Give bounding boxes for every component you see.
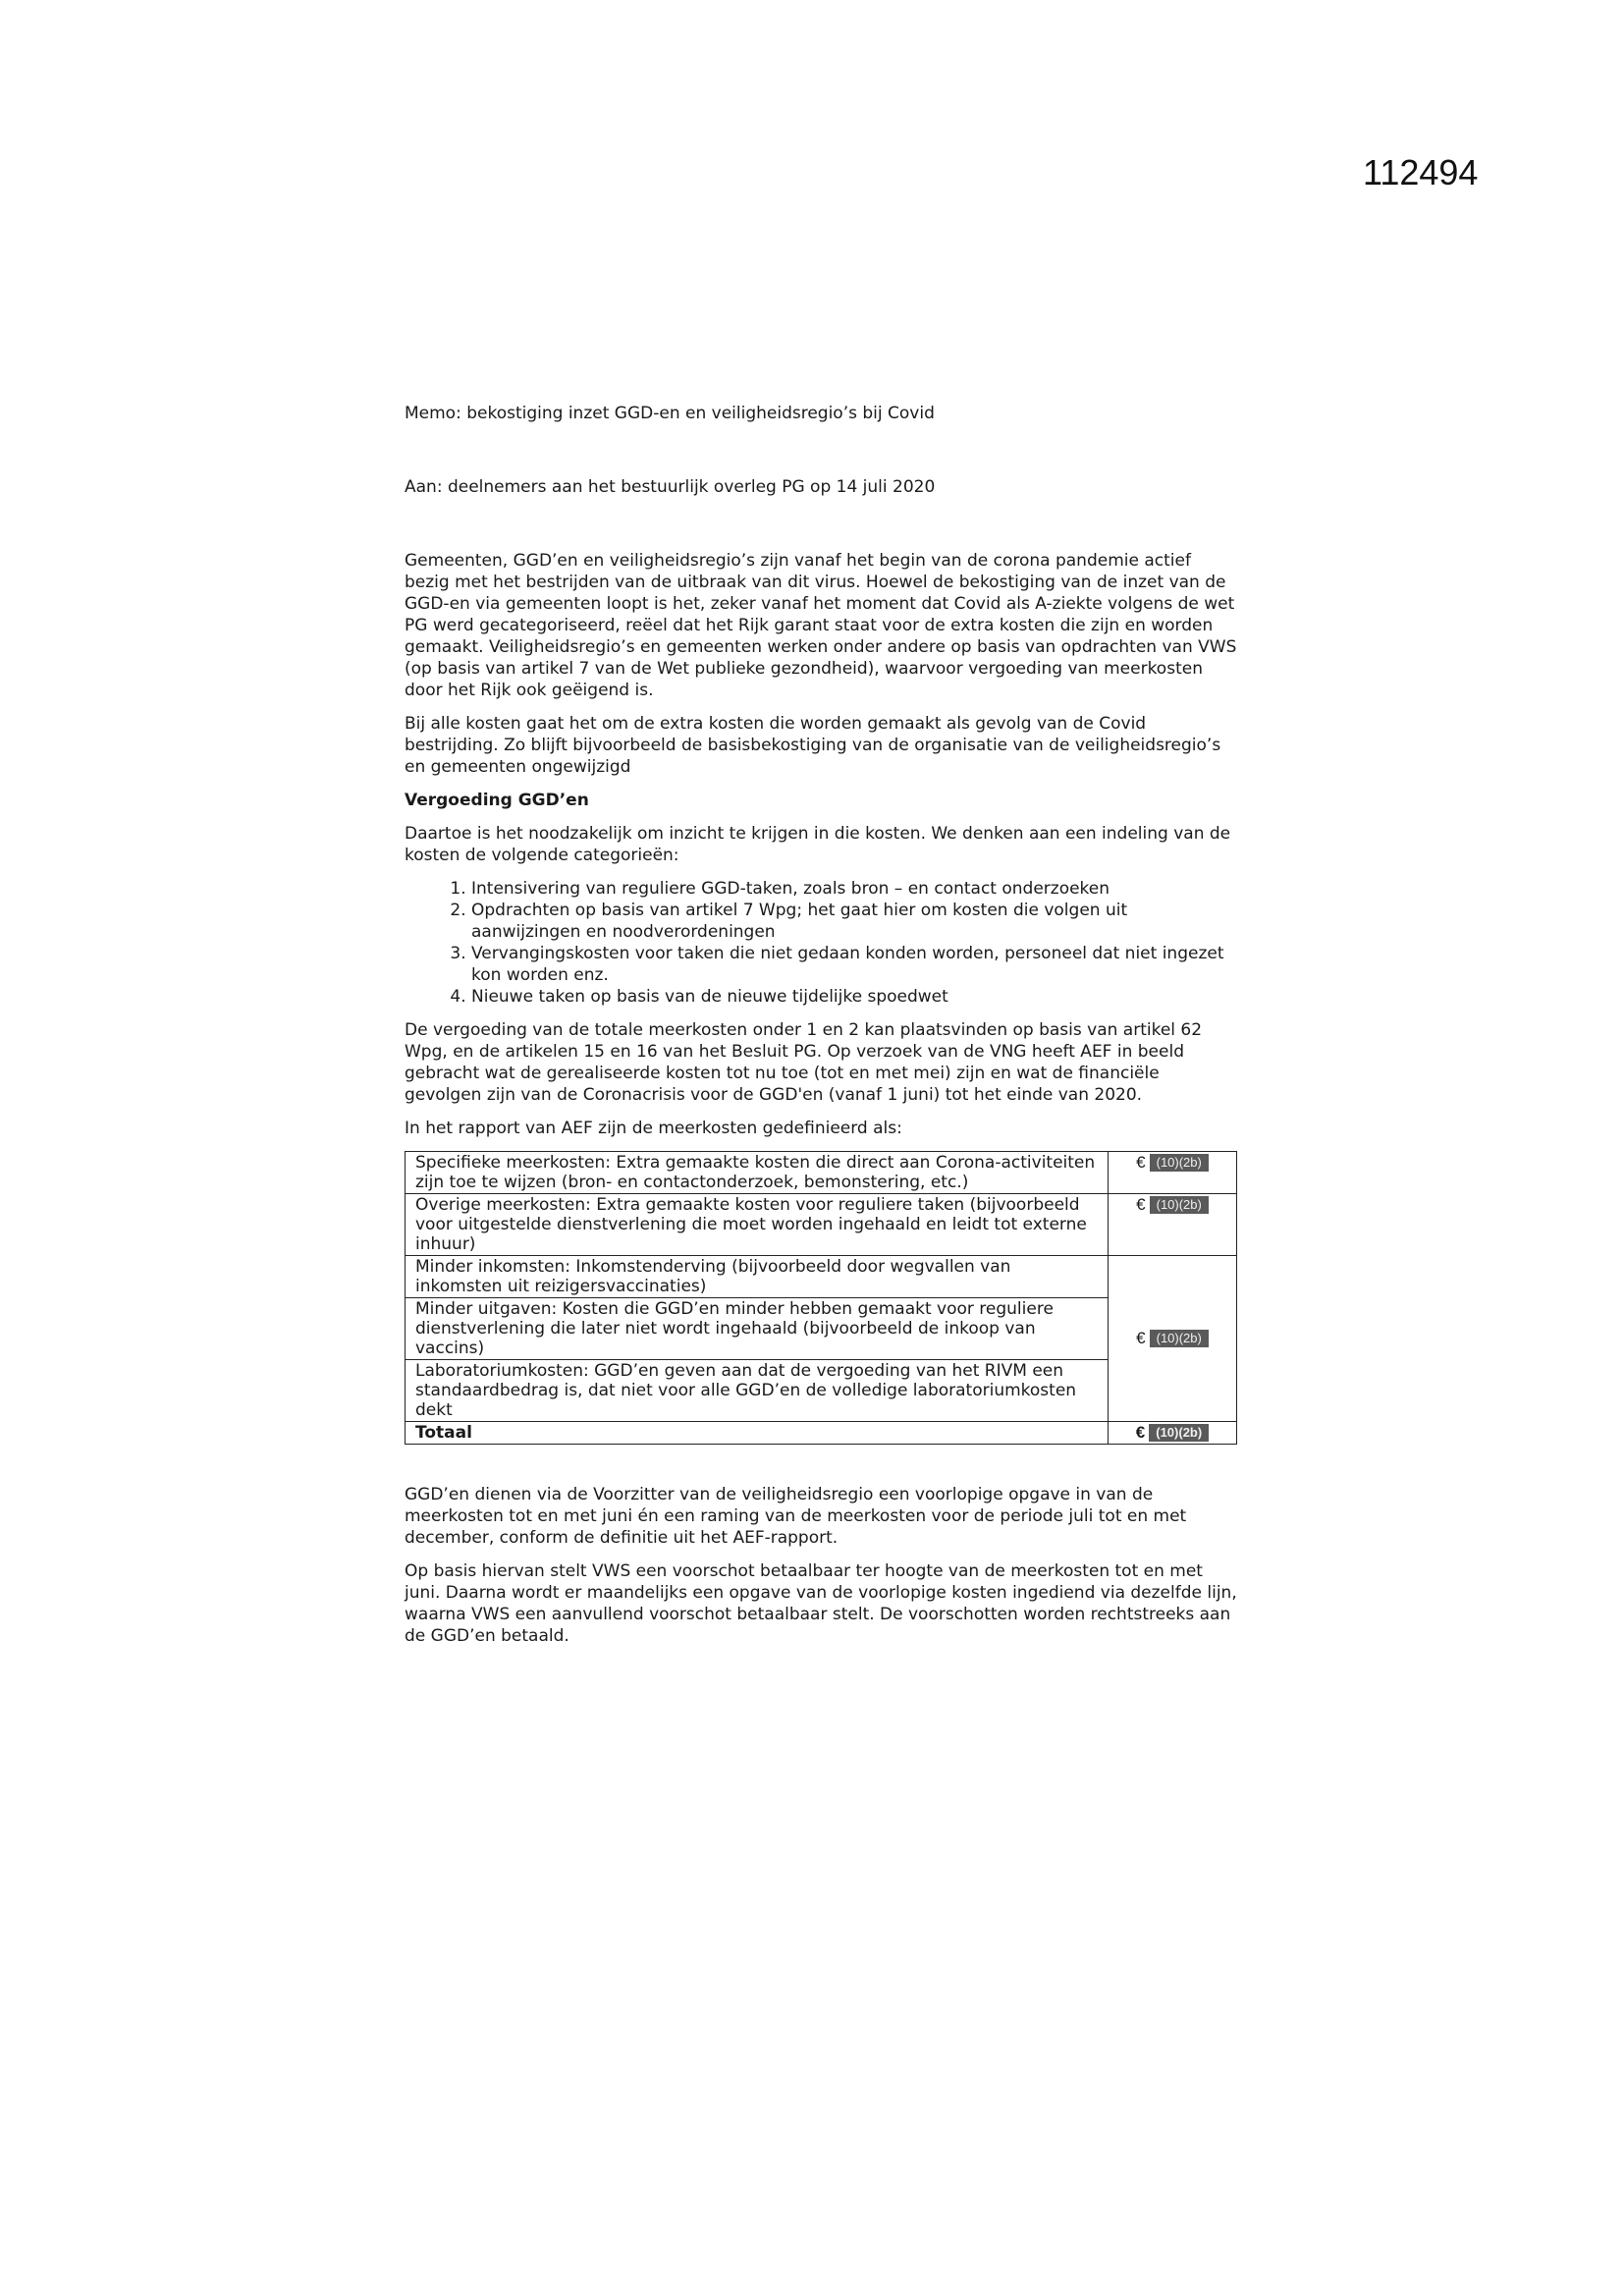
table-cell-definition: Minder inkomsten: Inkomstenderving (bijvoorbeeld door wegvallen van inkomsten uit reizigersvaccinaties) — [406, 1256, 1109, 1298]
category-item: 4. Nieuwe taken op basis van de nieuwe tijdelijke spoedwet — [471, 986, 1237, 1008]
category-item: 3. Vervangingskosten voor taken die niet gedaan konden worden, personeel dat niet ingezet kon worden enz. — [471, 943, 1237, 986]
table-total-amount — [1109, 1422, 1237, 1445]
section-heading: Vergoeding GGD’en — [405, 791, 589, 810]
table-row — [406, 1152, 1237, 1194]
table-cell-definition: Overige meerkosten: Extra gemaakte kosten voor reguliere taken (bijvoorbeeld voor uitgestelde dienstverlening die moet worden ingehaald en leidt tot externe inhuur) — [406, 1194, 1109, 1256]
redaction-mark: (10)(2b) — [1149, 1424, 1209, 1442]
closing-paragraph-1: GGD’en dienen via de Voorzitter van de veiligheidsregio een voorlopige opgave in van de meerkosten tot en met juni én een raming van de meerkosten voor de periode juli tot en met december, conform de definitie uit het AEF-rapport. — [405, 1485, 1187, 1548]
category-item: 2. Opdrachten op basis van artikel 7 Wpg; het gaat hier om kosten die volgen uit aanwijzingen en noodverordeningen — [471, 900, 1237, 943]
table-total-row — [406, 1422, 1237, 1445]
report-paragraph: In het rapport van AEF zijn de meerkosten gedefinieerd als: — [405, 1119, 902, 1138]
table-cell-definition: Minder uitgaven: Kosten die GGD’en minder hebben gemaakt voor reguliere dienstverlening die later niet wordt ingehaald (bijvoorbeeld de inkoop van vaccins) — [406, 1298, 1109, 1360]
currency-symbol: € — [1136, 1329, 1146, 1347]
table-cell-definition: Specifieke meerkosten: Extra gemaakte kosten die direct aan Corona-activiteiten zijn toe te wijzen (bron- en contactonderzoek, bemonstering, etc.) — [406, 1152, 1109, 1194]
cost-definition-table — [405, 1151, 1237, 1445]
category-list — [405, 878, 1237, 1008]
table-cell-definition: Laboratoriumkosten: GGD’en geven aan dat de vergoeding van het RIVM een standaardbedrag is, dat niet voor alle GGD’en de volledige laboratoriumkosten dekt — [406, 1360, 1109, 1422]
category-item: 1. Intensivering van reguliere GGD-taken, zoals bron – en contact onderzoeken — [471, 878, 1237, 900]
memo-body — [405, 403, 1237, 1659]
table-cell-amount — [1109, 1256, 1237, 1422]
table-cell-amount — [1109, 1152, 1237, 1194]
memo-title: Memo: bekostiging inzet GGD-en en veiligheidsregio’s bij Covid — [405, 404, 935, 423]
currency-symbol: € — [1135, 1423, 1146, 1442]
currency-symbol: € — [1136, 1153, 1146, 1172]
document-number: 112494 — [1363, 152, 1479, 192]
memo-recipients: Aan: deelnemers aan het bestuurlijk overleg PG op 14 juli 2020 — [405, 477, 936, 497]
table-row — [406, 1256, 1237, 1298]
compensation-paragraph: De vergoeding van de totale meerkosten onder 1 en 2 kan plaatsvinden op basis van artikel 62 Wpg, en de artikelen 15 en 16 van het Besluit PG. Op verzoek van de VNG heeft AEF in beeld gebracht wat de gerealiseerde kosten tot nu toe (tot en met mei) zijn en wat de financiële gevolgen zijn van de Coronacrisis voor de GGD'en (vanaf 1 juni) tot het einde van 2020. — [405, 1020, 1203, 1105]
table-total-label: Totaal — [406, 1422, 1109, 1445]
intro-paragraph-1: Gemeenten, GGD’en en veiligheidsregio’s zijn vanaf het begin van de corona pandemie actief bezig met het bestrijden van de uitbraak van dit virus. Hoewel de bekostiging van de inzet van de GGD-en via gemeenten loopt is het, zeker vanaf het moment dat Covid als A-ziekte volgens de wet PG werd gecategoriseerd, reëel dat het Rijk garant staat voor de extra kosten die zijn en worden gemaakt. Veiligheidsregio’s en gemeenten werken onder andere op basis van opdrachten van VWS (op basis van artikel 7 van de Wet publieke gezondheid), waarvoor vergoeding van meerkosten door het Rijk ook geëigend is. — [405, 551, 1237, 700]
section-intro: Daartoe is het noodzakelijk om inzicht te krijgen in die kosten. We denken aan een indeling van de kosten de volgende categorieën: — [405, 824, 1231, 865]
table-cell-amount — [1109, 1194, 1237, 1256]
currency-symbol: € — [1136, 1195, 1146, 1214]
redaction-mark: (10)(2b) — [1150, 1330, 1209, 1347]
intro-paragraph-2: Bij alle kosten gaat het om de extra kosten die worden gemaakt als gevolg van de Covid bestrijding. Zo blijft bijvoorbeeld de basisbekostiging van de organisatie van de veiligheidsregio’s en gemeenten ongewijzigd — [405, 714, 1221, 777]
redaction-mark: (10)(2b) — [1150, 1196, 1209, 1214]
table-row — [406, 1194, 1237, 1256]
closing-paragraph-2: Op basis hiervan stelt VWS een voorschot betaalbaar ter hoogte van de meerkosten tot en met juni. Daarna wordt er maandelijks een opgave van de voorlopige kosten ingediend via dezelfde lijn, waarna VWS een aanvullend voorschot betaalbaar stelt. De voorschotten worden rechtstreeks aan de GGD’en betaald. — [405, 1561, 1237, 1646]
redaction-mark: (10)(2b) — [1150, 1154, 1209, 1172]
